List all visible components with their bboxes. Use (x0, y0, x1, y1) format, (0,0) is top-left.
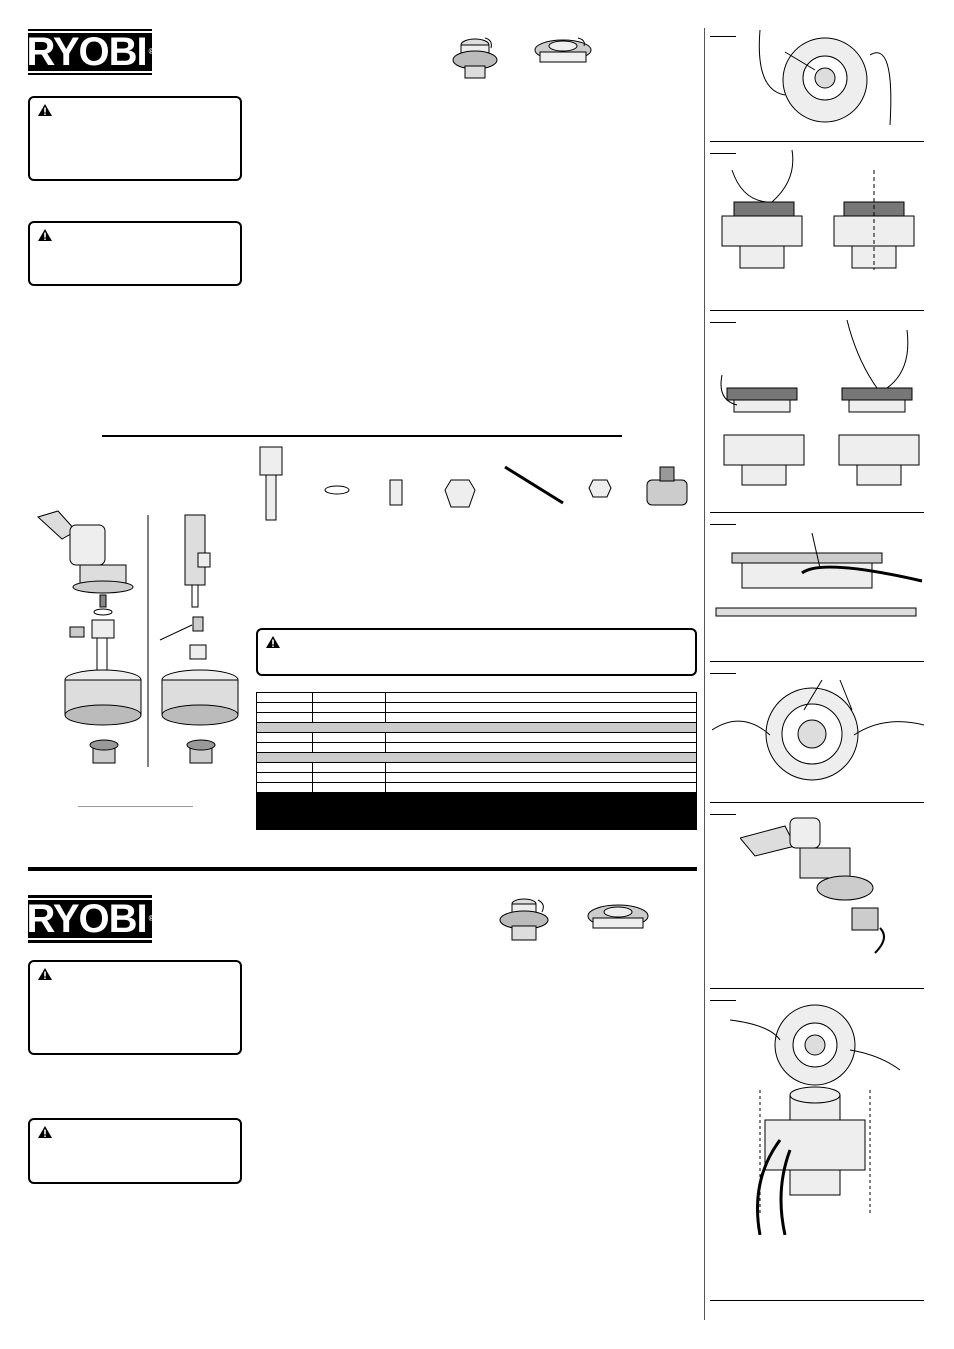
fig-divider (710, 1300, 924, 1301)
fig-divider (710, 802, 924, 803)
warning-box-3 (256, 628, 697, 676)
fig-tab (710, 36, 736, 37)
figure-4 (712, 528, 924, 628)
brand-name: RYOBI (26, 30, 147, 74)
trimmer-head-image-3 (494, 892, 554, 947)
figure-3 (712, 320, 924, 490)
trimmer-head-image-4 (583, 898, 653, 938)
table-row (257, 703, 697, 713)
warning-triangle-icon (38, 968, 52, 980)
fig-divider (710, 512, 924, 513)
section-divider (102, 435, 622, 437)
half-divider (28, 867, 697, 871)
fig-divider (710, 988, 924, 989)
trimmer-head-image-1 (445, 30, 505, 85)
trimmer-head-image-2 (528, 30, 598, 75)
table-row (257, 773, 697, 783)
fig-divider (710, 141, 924, 142)
trademark: ® (148, 47, 154, 56)
table-row (257, 733, 697, 743)
ryobi-logo-bottom (28, 895, 152, 943)
ryobi-logo-top (28, 29, 152, 75)
spec-table (256, 692, 697, 830)
figure-7 (720, 1000, 920, 1235)
fig-tab (710, 524, 736, 525)
trademark: ® (148, 914, 154, 923)
fig-divider (710, 310, 924, 311)
fig-divider (710, 661, 924, 662)
warning-triangle-icon (38, 104, 52, 116)
figure-1 (740, 30, 920, 130)
column-divider (704, 28, 705, 1320)
fig-tab (710, 814, 736, 815)
table-row (257, 743, 697, 753)
figure-2 (712, 150, 924, 275)
warning-triangle-icon (38, 1126, 52, 1138)
table-row (257, 723, 697, 733)
warning-box-4 (28, 960, 242, 1055)
figure-6 (740, 808, 920, 968)
table-row (257, 763, 697, 773)
warning-triangle-icon (266, 636, 280, 648)
table-row (257, 693, 697, 703)
warning-box-1 (28, 96, 242, 181)
warning-triangle-icon (38, 229, 52, 241)
warning-box-2 (28, 221, 242, 286)
parts-list-images (255, 445, 700, 525)
table-row (257, 753, 697, 763)
table-row (257, 793, 697, 830)
assembly-diagram (30, 505, 245, 775)
figure-5 (712, 670, 924, 785)
table-row (257, 783, 697, 793)
caption-line (78, 806, 193, 807)
warning-box-5 (28, 1118, 242, 1184)
brand-name: RYOBI (26, 897, 147, 941)
table-row (257, 713, 697, 723)
